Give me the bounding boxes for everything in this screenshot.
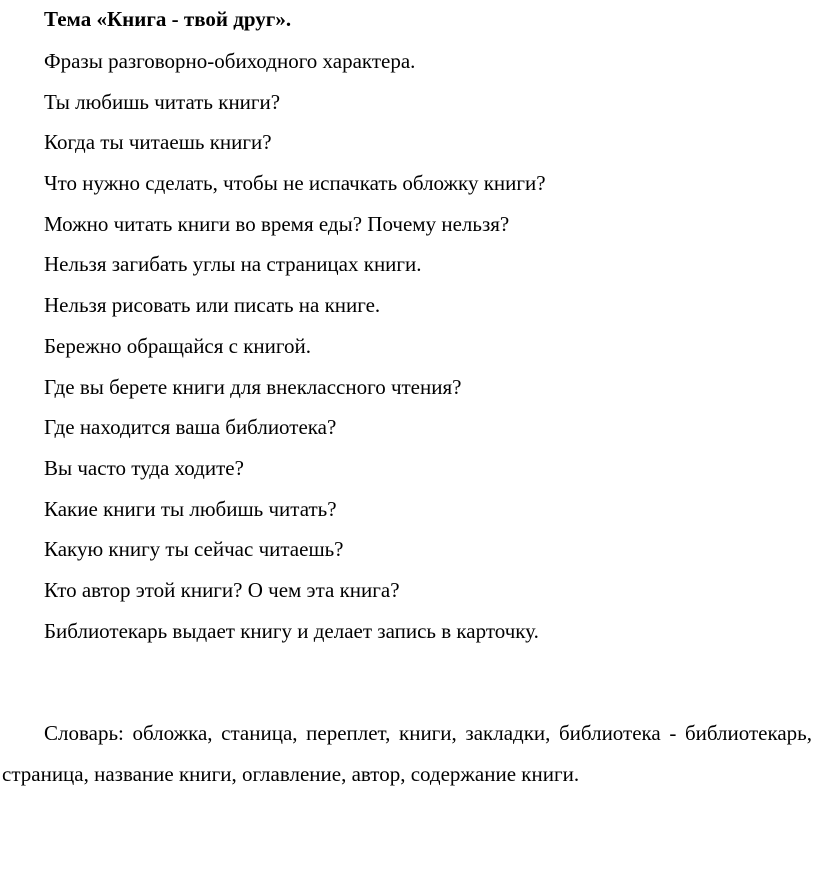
- phrase-line: Какие книги ты любишь читать?: [44, 496, 337, 521]
- phrase-line: Ты любишь читать книги?: [44, 89, 281, 114]
- phrase-line: Библиотекарь выдает книгу и делает запись в карточку.: [44, 618, 539, 643]
- phrase-line: Можно читать книги во время еды? Почему нельзя?: [44, 211, 510, 236]
- phrase-line: Фразы разговорно-обиходного характера.: [44, 49, 416, 73]
- phrase-line: Когда ты читаешь книги?: [44, 130, 272, 155]
- phrase-list: [44, 46, 546, 656]
- phrase-line: Что нужно сделать, чтобы не испачкать обложку книги?: [44, 171, 546, 196]
- phrase-line: Бережно обращайся с книгой.: [44, 333, 311, 358]
- phrase-line: Где вы берете книги для внеклассного чтения?: [44, 374, 462, 399]
- phrase-line: Какую книгу ты сейчас читаешь?: [44, 537, 344, 562]
- phrase-line: Нельзя рисовать или писать на книге.: [44, 293, 381, 318]
- document-title: Тема «Книга - твой друг».: [44, 7, 292, 31]
- phrase-line: Вы часто туда ходите?: [44, 455, 244, 480]
- phrase-line: Где находится ваша библиотека?: [44, 415, 337, 440]
- phrase-line: Нельзя загибать углы на страницах книги.: [44, 252, 422, 277]
- vocabulary-paragraph: Словарь: обложка, станица, переплет, книги, закладки, библиотека - библиотекарь, страница, название книги, оглавление, автор, содержание книги.: [2, 721, 812, 786]
- phrase-line: Кто автор этой книги? О чем эта книга?: [44, 577, 400, 602]
